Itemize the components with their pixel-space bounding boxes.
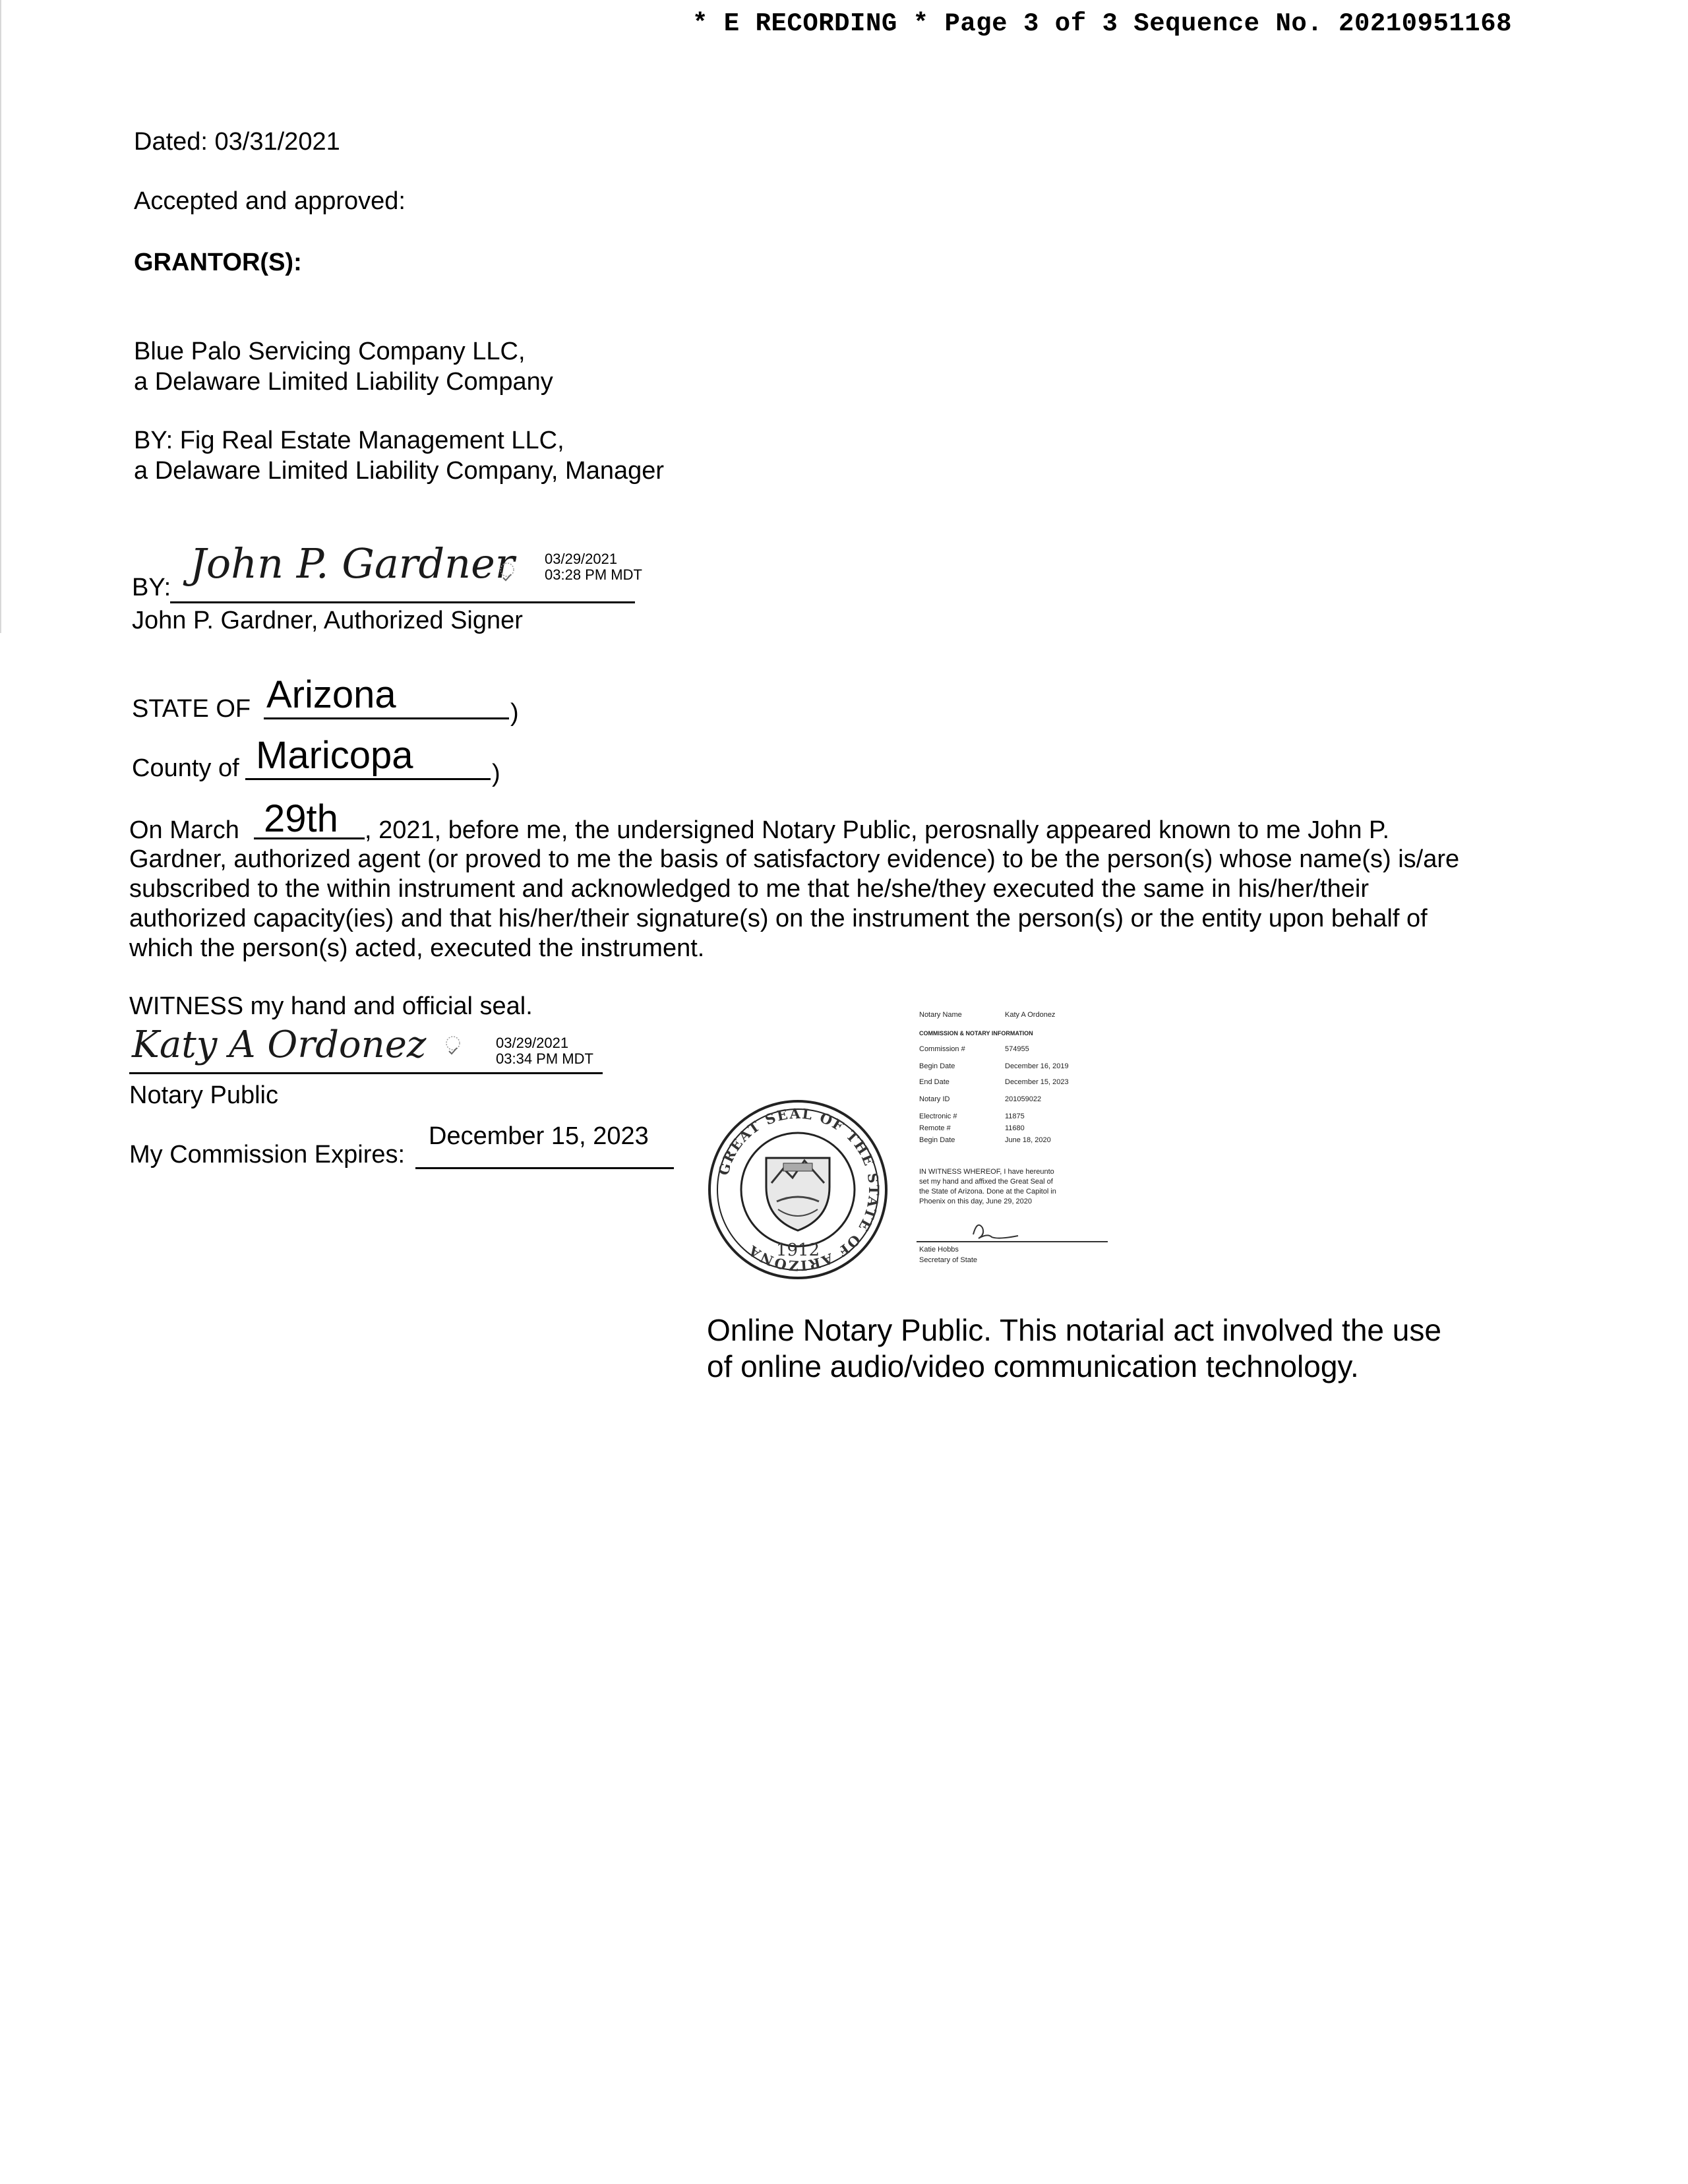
- certificate-row: [919, 1062, 1069, 1072]
- commission-line: [415, 1167, 674, 1169]
- witness-text: WITNESS my hand and official seal.: [129, 992, 533, 1020]
- secretary-signature: [969, 1216, 1029, 1242]
- secretary-signature-line: [917, 1241, 1108, 1242]
- certificate-witness-text: [919, 1167, 1056, 1207]
- state-paren: ): [510, 699, 519, 727]
- county-paren: ): [492, 760, 500, 787]
- seal-year: 1912: [775, 1240, 820, 1260]
- certificate-row-label: Notary ID: [919, 1095, 950, 1103]
- commission-value: December 15, 2023: [429, 1122, 649, 1150]
- county-label: County of: [132, 754, 239, 782]
- certificate-row: [919, 1010, 1055, 1020]
- certificate-row-value: December 16, 2019: [1005, 1062, 1069, 1070]
- certificate-witness-line: IN WITNESS WHEREOF, I have hereunto: [919, 1168, 1054, 1176]
- commission-label: My Commission Expires:: [129, 1141, 406, 1168]
- online-notice-line1: Online Notary Public. This notarial act involved the use: [707, 1313, 1441, 1347]
- sig1-time: 03:28 PM MDT: [545, 566, 642, 583]
- certificate-row: [919, 1045, 1029, 1054]
- ack-line1: , 2021, before me, the undersigned Notary Public, perosnally appeared known to me John P.: [365, 816, 1390, 844]
- accepted-text: Accepted and approved:: [134, 187, 406, 215]
- grantors-heading: GRANTOR(S):: [134, 249, 302, 276]
- state-label: STATE OF: [132, 695, 251, 723]
- sig2-date: 03/29/2021: [496, 1035, 569, 1051]
- online-notice-line2: of online audio/video communication technology.: [707, 1349, 1359, 1383]
- ack-line3: subscribed to the within instrument and acknowledged to me that he/she/they executed the same in his/her/their: [129, 875, 1369, 903]
- ack-day: 29th: [264, 797, 338, 840]
- certificate-row-label: Commission #: [919, 1045, 965, 1053]
- certificate-row-value: June 18, 2020: [1005, 1136, 1051, 1144]
- secretary-name: Katie Hobbs: [919, 1246, 959, 1254]
- company-type: a Delaware Limited Liability Company: [134, 368, 553, 396]
- certificate-row-value: 11875: [1005, 1112, 1025, 1120]
- manager-type: a Delaware Limited Liability Company, Manager: [134, 457, 665, 485]
- certificate-row-label: Notary Name: [919, 1011, 962, 1019]
- secretary-title: Secretary of State: [919, 1256, 978, 1264]
- certificate-row-label: Begin Date: [919, 1136, 955, 1144]
- dated-label: Dated:: [134, 128, 208, 156]
- sig1-by-label: BY:: [132, 574, 171, 601]
- certificate-row: [919, 1029, 1110, 1039]
- certificate-row: [919, 1124, 1025, 1134]
- sig1-name: John P. Gardner, Authorized Signer: [132, 607, 523, 634]
- certificate-row-label: Electronic #: [919, 1112, 957, 1120]
- sig2-signature: Katy A Ordonez: [132, 1023, 427, 1066]
- ack-day-line: [254, 837, 365, 839]
- esign-icon: [442, 1034, 464, 1056]
- notary-certificate: [917, 1010, 1114, 1274]
- certificate-witness-line: set my hand and affixed the Great Seal of: [919, 1178, 1053, 1186]
- county-line: [245, 778, 491, 780]
- page-edge-rule: [0, 0, 1, 633]
- certificate-row-label: Remote #: [919, 1124, 951, 1132]
- ack-line4: authorized capacity(ies) and that his/her/their signature(s) on the instrument the person(s) or the entity upon behalf of: [129, 905, 1428, 932]
- certificate-row: [919, 1136, 1051, 1145]
- company-name: Blue Palo Servicing Company LLC,: [134, 338, 526, 365]
- certificate-row-value: 201059022: [1005, 1095, 1042, 1103]
- ack-line5: which the person(s) acted, executed the instrument.: [129, 934, 705, 962]
- certificate-witness-line: Phoenix on this day, June 29, 2020: [919, 1198, 1033, 1205]
- certificate-row: [919, 1112, 1025, 1122]
- state-seal: [706, 1097, 890, 1282]
- dated-line: [134, 127, 340, 157]
- certificate-row: [919, 1095, 1041, 1105]
- esign-icon: [496, 561, 518, 583]
- ack-line2: Gardner, authorized agent (or proved to me the basis of satisfactory evidence) to be the person(s) whose name(s) is/are: [129, 845, 1460, 873]
- certificate-row-value: Katy A Ordonez: [1005, 1011, 1056, 1019]
- certificate-row-label: End Date: [919, 1078, 950, 1086]
- sig1-line: [170, 601, 635, 603]
- seal-ring-text: GREAT SEAL OF THE STATE OF ARIZONA: [715, 1105, 883, 1275]
- certificate-row-label: COMMISSION & NOTARY INFORMATION: [919, 1030, 1033, 1037]
- county-value: Maricopa: [256, 734, 413, 777]
- dated-value: 03/31/2021: [214, 128, 340, 156]
- sig1-signature: John P. Gardner: [190, 539, 515, 588]
- certificate-row-value: 574955: [1005, 1045, 1029, 1053]
- state-value: Arizona: [266, 673, 396, 716]
- certificate-row: [919, 1077, 1069, 1087]
- manager-name: BY: Fig Real Estate Management LLC,: [134, 427, 564, 454]
- sig2-time: 03:34 PM MDT: [496, 1050, 593, 1067]
- sig2-line: [129, 1072, 603, 1074]
- certificate-row-label: Begin Date: [919, 1062, 955, 1070]
- state-line: [264, 717, 509, 719]
- notary-public-label: Notary Public: [129, 1081, 278, 1109]
- certificate-witness-line: the State of Arizona. Done at the Capitol in: [919, 1188, 1056, 1196]
- certificate-row-value: December 15, 2023: [1005, 1078, 1069, 1086]
- sig1-date: 03/29/2021: [545, 551, 618, 567]
- ack-prefix: On March: [129, 816, 239, 844]
- certificate-row-value: 11680: [1005, 1124, 1025, 1132]
- recording-header: * E RECORDING * Page 3 of 3 Sequence No. 20210951168: [692, 9, 1512, 38]
